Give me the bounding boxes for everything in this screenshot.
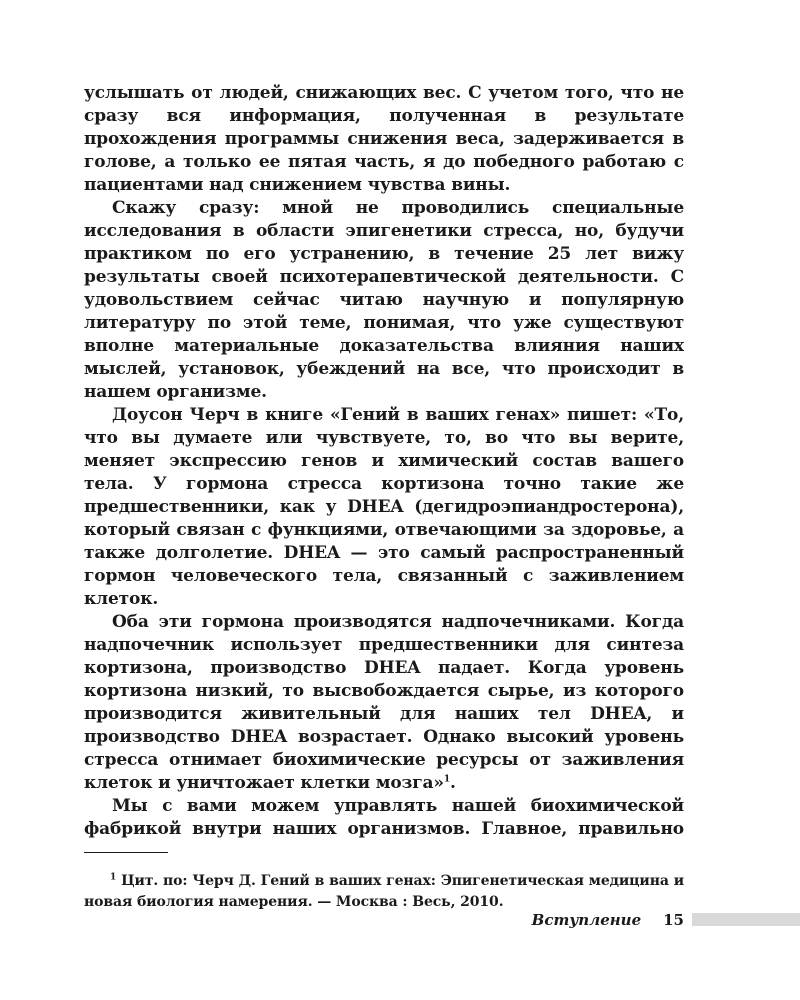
paragraph-5: Мы с вами можем управлять нашей биохимической фабрикой внутри наших организмов. Главное, правильно	[84, 796, 684, 839]
paragraph-3: Доусон Черч в книге «Гений в ваших генах» пишет: «То, что вы думаете или чувствуете, то, во что вы верите, меняет экспрессию генов и химический состав вашего тела. У гормона стресса кортизона точно такие же предшественники, как у DHEA (дегидроэпиандростерона), который связан с функциями, отвечающими за здоровье, а также долголетие. DHEA — это самый распространенный гормон человеческого тела, связанный с заживлением клеток.	[84, 405, 684, 609]
page-edge-bar	[692, 913, 800, 926]
footnote-reference: 1	[443, 774, 450, 785]
running-footer	[84, 910, 684, 930]
footnote	[84, 871, 684, 913]
footnote-mark: 1	[110, 872, 117, 883]
footnote-text: Цит. по: Черч Д. Гений в ваших генах: Эпигенетическая медицина и новая биология намерения. — Москва : Весь, 2010.	[84, 873, 684, 910]
page-body	[84, 82, 684, 840]
footnote-divider	[84, 852, 168, 853]
paragraph-4-end: .	[449, 773, 456, 793]
page-number: 15	[663, 911, 684, 929]
paragraph-2: Скажу сразу: мной не проводились специальные исследования в области эпигенетики стресса, но, будучи практиком по его устранению, в течение 25 лет вижу результаты своей психотерапевтической деятельности. С удовольствием сейчас читаю научную и популярную литературу по этой теме, понимая, что уже существуют вполне материальные доказательства влияния наших мыслей, установок, убеждений на все, что происходит в нашем организме.	[84, 198, 684, 402]
section-title: Вступление	[531, 911, 642, 929]
paragraph-4-text: Оба эти гормона производятся надпочечниками. Когда надпочечник использует предшественники для синтеза кортизона, производство DHEA падает. Когда уровень кортизона низкий, то высвобождается сырье, из которого производится живительный для наших тел DHEA, и производство DHEA возрастает. Однако высокий уровень стресса отнимает биохимические ресурсы от заживления клеток и уничтожает клетки мозга»	[84, 612, 684, 793]
paragraph-1: услышать от людей, снижающих вес. С учетом того, что не сразу вся информация, полученная в результате прохождения программы снижения веса, задерживается в голове, а только ее пятая часть, я до победного работаю с пациентами над снижением чувства вины.	[84, 83, 684, 195]
paragraph-4	[84, 611, 684, 795]
main-text	[84, 82, 684, 840]
